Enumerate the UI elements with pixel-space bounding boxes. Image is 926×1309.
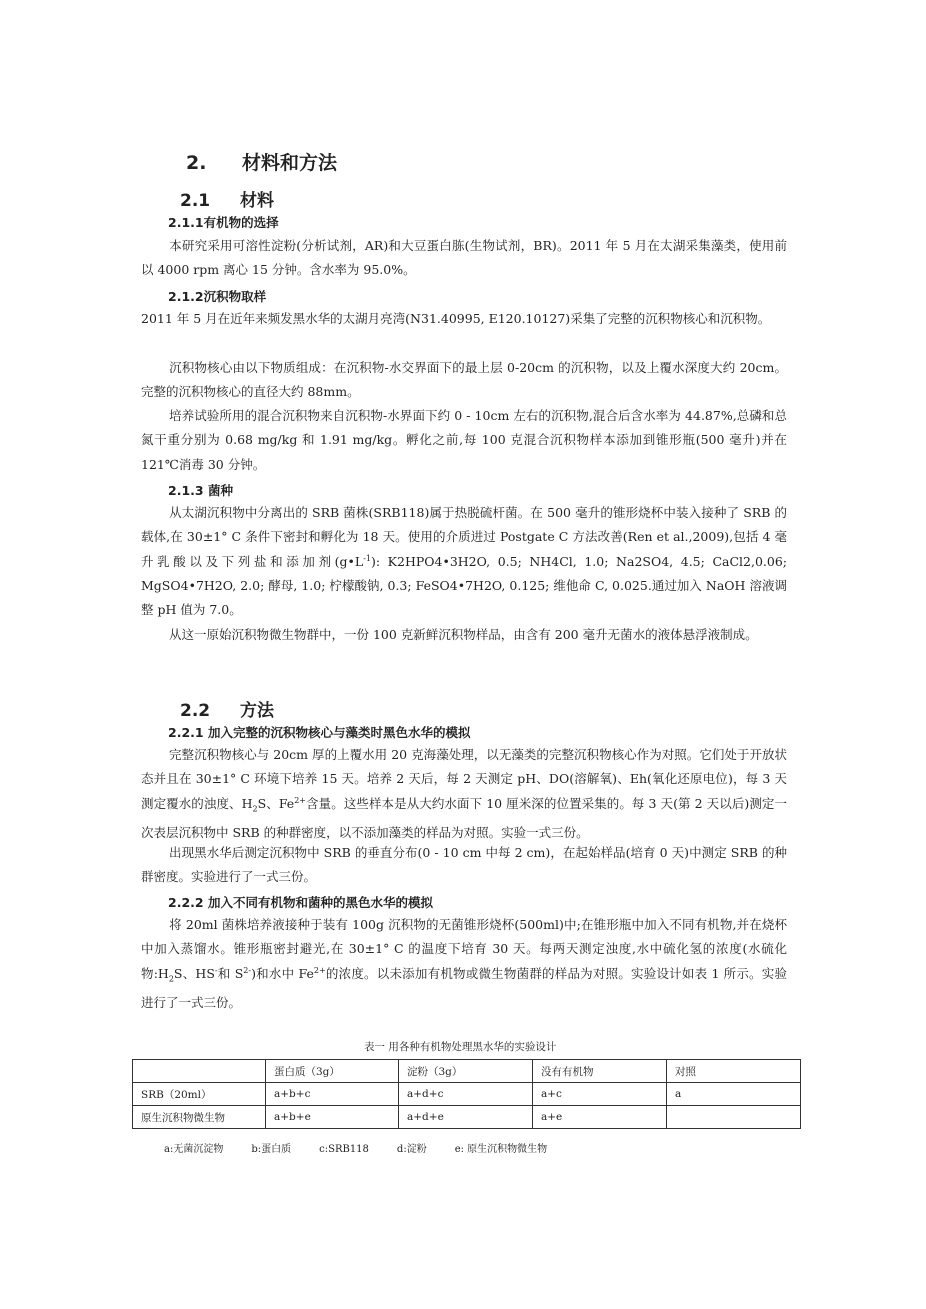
table-header-row	[133, 1060, 801, 1083]
table-cell: a	[667, 1083, 801, 1106]
table-cell: a+d+e	[399, 1106, 533, 1129]
footnote-item: b:蛋白质	[251, 1144, 292, 1155]
table-row	[133, 1083, 801, 1106]
section-heading-2-2	[180, 696, 274, 721]
table-cell: a+b+e	[266, 1106, 399, 1129]
paragraph: 出现黑水华后测定沉积物中 SRB 的垂直分布(0 - 10 cm 中每 2 cm)，在起始样品(培育 0 天)中测定 SRB 的种群密度。实验进行了一式三份。	[141, 845, 787, 885]
table-cell: a+b+c	[266, 1083, 399, 1106]
table-cell: a+d+c	[399, 1083, 533, 1106]
section-title: 材料和方法	[242, 152, 338, 174]
paragraph: 沉积物核心由以下物质组成：在沉积物-水交界面下的最上层 0-20cm 的沉积物，以及上覆水深度大约 20cm。完整的沉积物核心的直径大约 88mm。	[141, 360, 787, 400]
table-caption: 表一 用各种有机物处理黑水华的实验设计	[364, 1041, 557, 1053]
paragraph: 2011 年 5 月在近年来频发黑水华的太湖月亮湾(N31.40995, E120.10127)采集了完整的沉积物核心和沉积物。	[141, 311, 771, 326]
experiment-design-table	[132, 1059, 801, 1129]
table-cell: 对照	[667, 1060, 801, 1083]
paragraph: 将 20ml 菌株培养液接种于装有 100g 沉积物的无菌锥形烧杯(500ml)中;在锥形瓶中加入不同有机物,并在烧杯中加入蒸馏水。锥形瓶密封避光,在 30±1° C 的温度下培育 30 天。每两天测定浊度,水中硫化氢的浓度(水硫化物$:H_2S$、HS-和 $S^{2-}$)和水中 $Fe^{2+}$的浓度。以未添加有机物或微生物菌群的样品为对照。实验设计如表 1 所示。实验进行了一式三份。	[141, 917, 787, 1011]
section-heading-2-1	[180, 186, 274, 211]
footnote-item: c:SRB118	[319, 1144, 369, 1155]
subsection-heading-2-2-2: 2.2.2 加入不同有机物和菌种的黑色水华的模拟	[168, 895, 433, 910]
subsection-heading-2-1-3: 2.1.3 菌种	[168, 483, 233, 498]
footnote-item: d:淀粉	[396, 1144, 427, 1155]
subsection-heading-2-1-2: 2.1.2沉积物取样	[168, 289, 267, 304]
table-cell: 原生沉积物微生物	[133, 1106, 266, 1129]
subsection-heading-2-2-1: 2.2.1 加入完整的沉积物核心与藻类时黑色水华的模拟	[168, 725, 471, 740]
section-title: 材料	[240, 191, 274, 211]
table-cell	[667, 1106, 801, 1129]
section-number: 2.2	[180, 701, 211, 721]
section-number: 2.1	[180, 191, 211, 211]
subsection-heading-2-1-1: 2.1.1有机物的选择	[168, 215, 279, 230]
footnote-item: a:无菌沉淀物	[164, 1144, 224, 1155]
table-cell: SRB（20ml）	[133, 1083, 266, 1106]
section-title: 方法	[240, 701, 274, 721]
table-row	[133, 1106, 801, 1129]
table-cell	[133, 1060, 266, 1083]
table-cell: a+c	[533, 1083, 667, 1106]
section-number: 2.	[186, 152, 207, 174]
table-footnote	[164, 1140, 575, 1155]
section-heading-2	[186, 148, 337, 175]
table-cell: a+e	[533, 1106, 667, 1129]
paragraph: 完整沉积物核心与 20cm 厚的上覆水用 20 克海藻处理，以无藻类的完整沉积物核心作为对照。它们处于开放状态并且在 30±1° C 环境下培养 15 天。培养 2 天后，每 2 天测定 pH、DO(溶解氧)、Eh(氧化还原电位)，每 3 天测定覆水的浊度、$H_2S$、$Fe^{2+}$含量。这些样本是从大约水面下 10 厘米深的位置采集的。每 3 天(第 2 天以后)测定一次表层沉积物中 SRB 的种群密度，以不添加藻类的样品为对照。实验一式三份。	[141, 747, 787, 841]
footnote-item: e: 原生沉积物微生物	[454, 1144, 548, 1155]
table-cell: 蛋白质（3g）	[266, 1060, 399, 1083]
table-cell: 淀粉（3g）	[399, 1060, 533, 1083]
paragraph: 从太湖沉积物中分离出的 SRB 菌株(SRB118)属于热脱硫杆菌。在 500 毫升的锥形烧杯中装入接种了 SRB 的载体,在 30±1° C 条件下密封和孵化为 18 天。使用的介质进过 Postgate C 方法改善(Ren et al.,2009),包括 4 毫升乳酸以及下列盐和添加剂$(g•L^{-1})$: K2HPO4•3H2O, 0.5; NH4Cl, 1.0; Na2SO4, 4.5; CaCl2,0.06; MgSO4•7H2O, 2.0; 酵母, 1.0; 柠檬酸钠, 0.3; FeSO4•7H2O, 0.125; 维他命 C, 0.025.通过加入 NaOH 溶液调整 pH 值为 7.0。	[141, 505, 787, 618]
paragraph: 培养试验所用的混合沉积物来自沉积物-水界面下约 0 - 10cm 左右的沉积物,混合后含水率为 44.87%,总磷和总氮干重分别为 0.68 mg/kg 和 1.91 mg/kg。孵化之前,每 100 克混合沉积物样本添加到锥形瓶(500 毫升)并在 121℃消毒 30 分钟。	[141, 408, 787, 472]
table-cell: 没有有机物	[533, 1060, 667, 1083]
paragraph: 本研究采用可溶性淀粉(分析试剂，AR)和大豆蛋白胨(生物试剂，BR)。2011 年 5 月在太湖采集藻类，使用前以 4000 rpm 离心 15 分钟。含水率为 95.0%。	[141, 238, 787, 278]
paragraph: 从这一原始沉积物微生物群中，一份 100 克新鲜沉积物样品，由含有 200 毫升无菌水的液体悬浮液制成。	[169, 627, 758, 642]
